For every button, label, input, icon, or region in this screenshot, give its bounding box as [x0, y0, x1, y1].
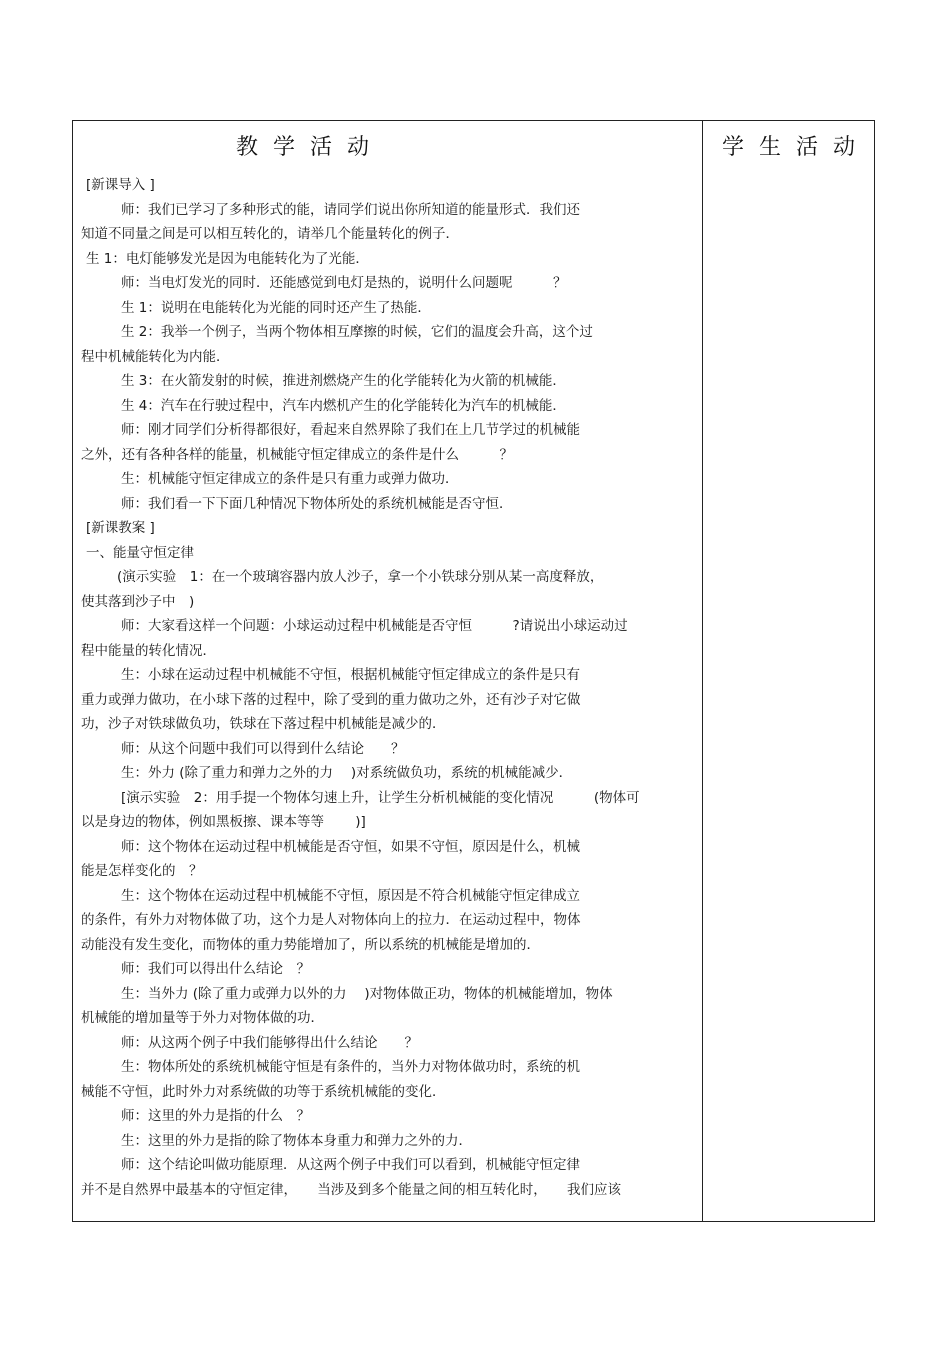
student-activity-header: 学生活动 — [722, 135, 871, 160]
text-line: 生：物体所处的系统机械能守恒是有条件的，当外力对物体做功时，系统的机 — [121, 1059, 580, 1075]
text-line: 一、能量守恒定律 — [86, 544, 194, 561]
text-line: 师：我们已学习了多种形式的能，请同学们说出你所知道的能量形式．我们还 — [121, 201, 580, 218]
text-line: 生 1：说明在电能转化为光能的同时还产生了热能． — [121, 299, 431, 316]
text-line: 生 2：我举一个例子，当两个物体相互摩擦的时候，它们的温度会升高，这个过 — [121, 324, 593, 340]
text-line: 师：从这个问题中我们可以得到什么结论 ？ — [121, 740, 405, 757]
text-line: [新课教案 ] — [86, 520, 155, 536]
text-line: 师：我们可以得出什么结论 ？ — [121, 961, 310, 977]
text-line: 并不是自然界中最基本的守恒定律， 当涉及到多个能量之间的相互转化时， 我们应该 — [81, 1181, 621, 1198]
text-line: 之外，还有各种各样的能量，机械能守恒定律成立的条件是什么 ？ — [81, 446, 513, 463]
lesson-plan-table — [72, 120, 875, 1222]
text-line: 程中机械能转化为内能． — [81, 348, 230, 365]
text-line: 生：这里的外力是指的除了物体本身重力和弹力之外的力． — [121, 1132, 472, 1149]
text-line: 生：外力 (除了重力和弹力之外的力 )对系统做负功，系统的机械能减少． — [121, 765, 573, 781]
text-line: 动能没有发生变化，而物体的重力势能增加了，所以系统的机械能是增加的． — [81, 936, 540, 953]
text-line: 生：小球在运动过程中机械能不守恒，根据机械能守恒定律成立的条件是只有 — [121, 667, 580, 683]
text-line: 生：这个物体在运动过程中机械能不守恒，原因是不符合机械能守恒定律成立 — [121, 887, 580, 904]
text-line: 师：这个结论叫做功能原理．从这两个例子中我们可以看到，机械能守恒定律 — [121, 1157, 580, 1173]
text-line: 知道不同量之间是可以相互转化的，请举几个能量转化的例子． — [81, 226, 459, 242]
text-line: 生 4：汽车在行驶过程中，汽车内燃机产生的化学能转化为汽车的机械能． — [121, 397, 566, 414]
student-activity-column — [703, 121, 874, 1221]
text-line: 程中能量的转化情况． — [81, 642, 216, 659]
text-line: 师：从这两个例子中我们能够得出什么结论 ？ — [121, 1034, 418, 1051]
text-line: 重力或弹力做功，在小球下落的过程中，除了受到的重力做功之外，还有沙子对它做 — [81, 691, 581, 708]
text-line: 的条件，有外力对物体做了功，这个力是人对物体向上的拉力．在运动过程中，物体 — [81, 912, 581, 928]
text-line: 生 3：在火箭发射的时候，推进剂燃烧产生的化学能转化为火箭的机械能． — [121, 373, 566, 389]
text-line: [演示实验 2：用手提一个物体匀速上升，让学生分析机械能的变化情况 (物体可 — [121, 789, 640, 806]
text-line: 功，沙子对铁球做负功，铁球在下落过程中机械能是减少的． — [81, 716, 446, 732]
text-line: 师：当电灯发光的同时．还能感觉到电灯是热的，说明什么问题呢 ？ — [121, 275, 567, 291]
text-line: 师：这里的外力是指的什么 ？ — [121, 1108, 310, 1124]
text-line: 师：大家看这样一个问题：小球运动过程中机械能是否守恒 ?请说出小球运动过 — [121, 618, 628, 634]
text-line: 使其落到沙子中 ) — [81, 593, 195, 610]
teaching-activity-content — [81, 173, 696, 1202]
text-line: 师：我们看一下下面几种情况下物体所处的系统机械能是否守恒． — [121, 495, 513, 512]
teaching-activity-column — [73, 121, 703, 1221]
text-line: 能是怎样变化的 ？ — [81, 863, 203, 879]
teaching-activity-header: 教学活动 — [236, 135, 385, 160]
text-line: 生：当外力 (除了重力或弹力以外的力 )对物体做正功，物体的机械能增加，物体 — [121, 985, 613, 1002]
text-line: 机械能的增加量等于外力对物体做的功． — [81, 1010, 324, 1026]
text-line: 械能不守恒，此时外力对系统做的功等于系统机械能的变化． — [81, 1083, 446, 1100]
text-line: 生 1：电灯能够发光是因为电能转化为了光能． — [86, 250, 369, 267]
text-line: (演示实验 1：在一个玻璃容器内放人沙子，拿一个小铁球分别从某一高度释放， — [117, 569, 604, 585]
text-line: 师：刚才同学们分析得都很好，看起来自然界除了我们在上几节学过的机械能 — [121, 422, 580, 438]
text-line: 以是身边的物体，例如黑板擦、课本等等 )] — [81, 814, 366, 830]
text-line: 师：这个物体在运动过程中机械能是否守恒，如果不守恒，原因是什么，机械 — [121, 838, 580, 855]
text-line: [新课导入 ] — [86, 177, 155, 193]
text-line: 生：机械能守恒定律成立的条件是只有重力或弹力做功． — [121, 471, 459, 487]
